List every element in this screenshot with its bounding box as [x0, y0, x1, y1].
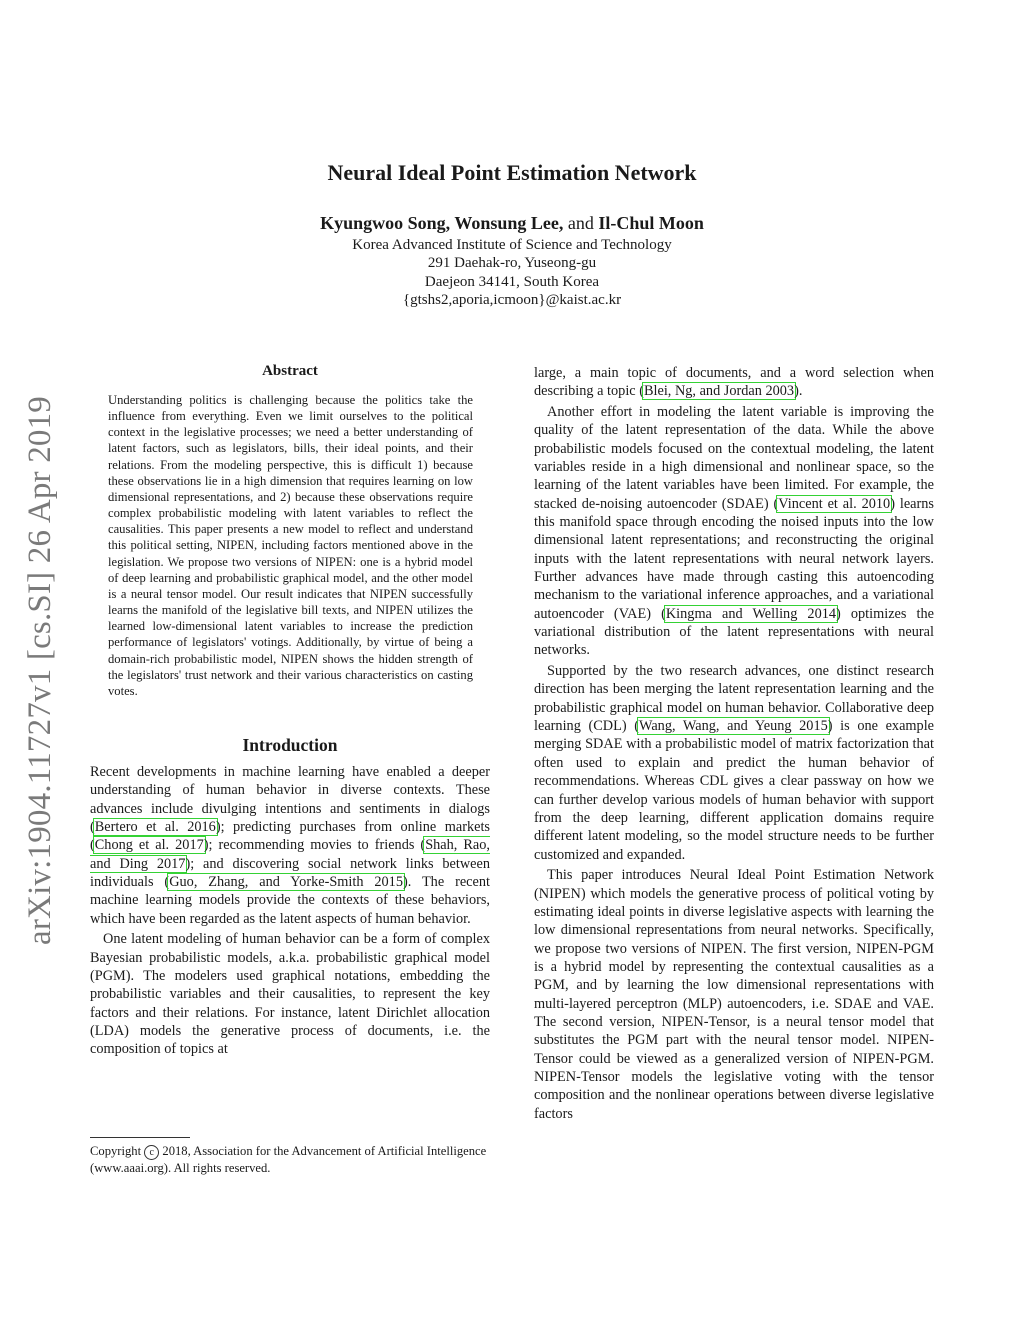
citation-link[interactable]: Chong et al. 2017 [94, 837, 204, 854]
intro-p1-text-c: ); recommending movies to friends ( [203, 837, 426, 854]
left-column [90, 362, 490, 1059]
affiliation-institute: Korea Advanced Institute of Science and Technology [352, 237, 672, 253]
right-p2-text-a: Supported by the two research advances, one distinct research direction has been merging the latent representation learning and the probabilistic graphical model on human behavior. Collaborative deep learning (CDL) ( [534, 663, 934, 735]
intro-p1-text-b: ); predicting purchases from online markets ( [90, 819, 490, 854]
copyright-icon: c [144, 1145, 159, 1160]
right-p1-text-c: ) optimizes the variational distribution of the latent representations with neural networks. [534, 605, 935, 659]
abstract-text: Understanding politics is challenging because the politics take the influence from everything. Even we limit ourselves to the political context in the legislative processes; we need a better understanding of latent factors, such as legislators, bills, their ideal points, and their relations. From the modeling perspective, this is difficult 1) because these observations lie in a high dimension that requires learning on low dimensional representations, and 2) because these observations require complex probabilistic modeling with latent variables to reflect the causalities. This paper presents a new model to reflect and understand this political setting, NIPEN, including factors mentioned above in the legislation. We propose two versions of NIPEN: one is a hybrid model of deep learning and probabilistic graphical model, and the other model is a neural tensor model. Our result indicates that NIPEN successfully learns the manifold of the legislative bill texts, and NIPEN utilizes the learned low-dimensional latent variables to increase the prediction performance of legislators' votings. Additionally, by virtue of being a domain-rich probabilistic model, NIPEN shows the hidden strength of the legislators' trust network and their various characteristics on casting votes. [108, 393, 473, 698]
paper-title: Neural Ideal Point Estimation Network [327, 160, 697, 185]
author-and: and [567, 213, 594, 233]
right-p0-text-b: ). [794, 383, 803, 400]
introduction-heading: Introduction [242, 734, 338, 755]
citation-link[interactable]: Kingma and Welling 2014 [665, 605, 837, 622]
affiliation-street: 291 Daehak-ro, Yuseong-gu [427, 255, 597, 272]
right-paragraph-1 [534, 403, 934, 660]
footnote-copyright-word: Copyright [90, 1144, 142, 1158]
affiliation-block [0, 236, 1024, 309]
affiliation-email: {gtshs2,aporia,icmoon}@kaist.ac.kr [402, 291, 622, 308]
right-p1-text-b: ) learns this manifold space through encoding the noised inputs into the low dimensional latent representations; and reconstructing the original inputs with the latent representations with neural network layers. Further advances have made through casting this autoencoding mechanism to the variational inference approaches, and a variational autoencoder (VAE) ( [534, 495, 934, 622]
right-paragraph-3: This paper introduces Neural Ideal Point Estimation Network (NIPEN) which models the generative process of political voting by estimating ideal points in diverse legislative aspects with learning the low dimensional representations from neural networks. Specifically, we propose two versions of NIPEN. The first version, NIPEN-PGM is a hybrid model by representing the contextual causalities as a PGM, and by learning the low dimensional representations with multi-layered perceptron (MLP) autoencoders, i.e. SDAE and VAE. The second version, NIPEN-Tensor, is a neural tensor model that substitutes the PGM part with the neural tensor model. NIPEN-Tensor could be viewed as a generalized version of NIPEN-PGM. NIPEN-Tensor models the legislative voting with the tensor composition and the nonlinear operations between diverse legislative factors [534, 867, 934, 1122]
intro-p1-text-e: ). The recent machine learning models provide the contexts of these behaviors, which have been regarded as the latent aspects of human behavior. [90, 874, 490, 927]
intro-p1-text-d: ); and discovering social network links between individuals ( [90, 855, 491, 891]
right-column [534, 364, 934, 1123]
abstract-heading: Abstract [262, 363, 318, 379]
citation-link[interactable]: Shah, Rao, and Ding 2017 [90, 837, 490, 872]
footnote-text [90, 1143, 490, 1176]
intro-paragraph-2: One latent modeling of human behavior can be a form of complex Bayesian probabilistic models, a.k.a. probabilistic graphical model (PGM). The modelers used graphical notations, embedding the probabilistic variables and their causalities, to represent the key factors and their relations. For instance, latent Dirichlet allocation (LDA) models the generative process of documents, i.e. the composition of topics at [90, 931, 490, 1058]
footnote-rule [90, 1137, 190, 1138]
author-last: Il-Chul Moon [598, 213, 704, 233]
author-names: Kyungwoo Song, Wonsung Lee, [320, 213, 564, 233]
footnote-body: 2018, Association for the Advancement of Artificial Intelligence (www.aaai.org). All rights reserved. [90, 1144, 487, 1175]
intro-p1-text-a: Recent developments in machine learning have enabled a deeper understanding of human behavior in diverse contexts. These advances include divulging intentions and sentiments in dialogs ( [90, 763, 490, 835]
right-paragraph-2 [534, 662, 934, 864]
citation-link[interactable]: Blei, Ng, and Jordan 2003 [643, 383, 795, 400]
right-paragraph-0 [534, 364, 934, 401]
citation-link[interactable]: Vincent et al. 2010 [778, 495, 891, 512]
affiliation-city: Daejeon 34141, South Korea [424, 273, 600, 290]
author-list [0, 213, 1024, 234]
right-p2-text-b: ) is one example merging SDAE with a probabilistic model of matrix factorization that often used to explain and predict the human behavior of recommendations. Whereas CDL gives a clear passway on how we can further develop various models of human behavior with support from the deep learning, different application domains require different latent modeling, so the model structure needs to be further customized and expanded. [534, 718, 935, 863]
copyright-footnote [90, 1137, 490, 1176]
right-p0-text-a: large, a main topic of documents, and a word selection when describing a topic ( [534, 365, 934, 400]
citation-link[interactable]: Guo, Zhang, and Yorke-Smith 2015 [169, 874, 403, 891]
citation-link[interactable]: Wang, Wang, and Yeung 2015 [638, 718, 828, 735]
intro-paragraph-1 [90, 763, 490, 928]
right-p1-text-a: Another effort in modeling the latent variable is improving the quality of the latent representation of the data. While the above probabilistic models focused on the contextual modeling, the latent variables reside in a high dimensional and nonlinear space, so the learning of the latent variables have been limited. For example, the stacked de-noising autoencoder (SDAE) ( [534, 403, 934, 512]
arxiv-identifier: arXiv:1904.11727v1 [cs.SI] 26 Apr 2019 [22, 396, 58, 945]
citation-link[interactable]: Bertero et al. 2016 [94, 819, 216, 835]
